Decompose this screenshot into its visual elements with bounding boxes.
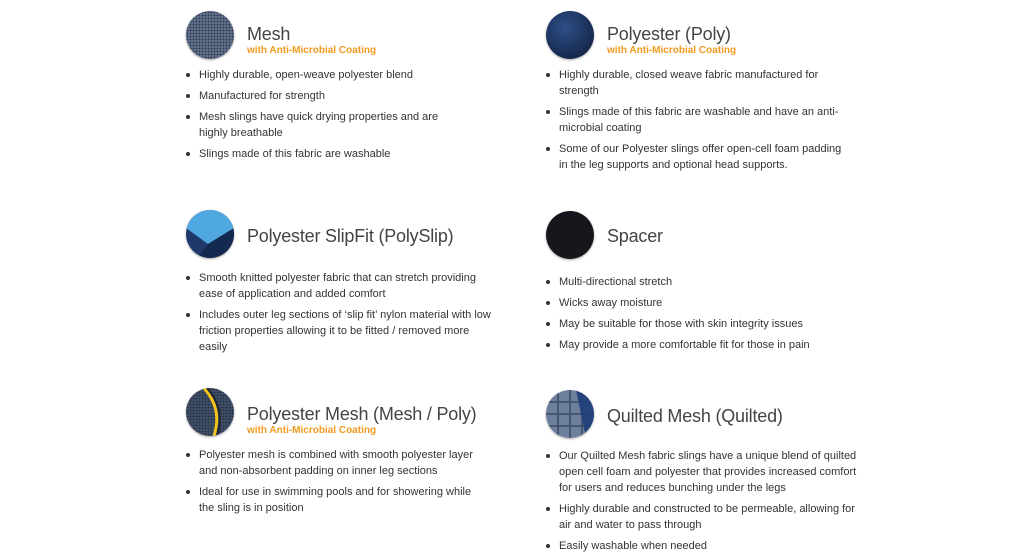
mesh-swatch-icon — [186, 11, 234, 59]
fabric-title: Polyester Mesh (Mesh / Poly) — [247, 404, 477, 424]
list-item: Slings made of this fabric are washable — [186, 146, 461, 162]
fabric-title: Polyester (Poly) — [607, 24, 731, 44]
fabric-subtitle: with Anti-Microbial Coating — [247, 425, 377, 436]
list-item: May be suitable for those with skin integrity issues — [546, 316, 856, 332]
list-item: Highly durable and constructed to be permeable, allowing for air and water to pass through — [546, 501, 866, 533]
list-item: Smooth knitted polyester fabric that can stretch providing ease of application and added comfort — [186, 270, 496, 302]
fabric-title: Quilted Mesh (Quilted) — [607, 406, 783, 426]
bullet-list — [546, 67, 846, 178]
list-item: Easily washable when needed — [546, 538, 866, 554]
bullet-list — [546, 274, 856, 358]
list-item: Some of our Polyester slings offer open-cell foam padding in the leg supports and optional head supports. — [546, 141, 846, 173]
list-item: Slings made of this fabric are washable and have an anti-microbial coating — [546, 104, 846, 136]
bullet-list — [186, 270, 496, 360]
list-item: Ideal for use in swimming pools and for showering while the sling is in position — [186, 484, 486, 516]
quilted-mesh-swatch-icon — [546, 390, 594, 438]
list-item: Our Quilted Mesh fabric slings have a unique blend of quilted open cell foam and polyester that provides increased comfort for users and reduces bunching under the legs — [546, 448, 866, 496]
fabric-subtitle: with Anti-Microbial Coating — [247, 45, 377, 56]
bullet-list — [546, 448, 866, 559]
fabric-subtitle: with Anti-Microbial Coating — [607, 45, 737, 56]
bullet-list — [186, 447, 486, 521]
fabric-title: Polyester SlipFit (PolySlip) — [247, 226, 454, 246]
bullet-list — [186, 67, 461, 167]
list-item: Highly durable, open-weave polyester blend — [186, 67, 461, 83]
list-item: Highly durable, closed weave fabric manufactured for strength — [546, 67, 846, 99]
fabric-title: Spacer — [607, 226, 663, 246]
list-item: Manufactured for strength — [186, 88, 461, 104]
polyester-swatch-icon — [546, 11, 594, 59]
list-item: Multi-directional stretch — [546, 274, 856, 290]
list-item: Mesh slings have quick drying properties and are highly breathable — [186, 109, 461, 141]
fabric-title: Mesh — [247, 24, 291, 44]
list-item: Wicks away moisture — [546, 295, 856, 311]
list-item: Includes outer leg sections of ‘slip fit’ nylon material with low friction properties allowing it to be fitted / removed more easily — [186, 307, 496, 355]
polyslip-swatch-icon — [186, 210, 234, 258]
spacer-swatch-icon — [546, 211, 594, 259]
list-item: Polyester mesh is combined with smooth polyester layer and non-absorbent padding on inner leg sections — [186, 447, 486, 479]
list-item: May provide a more comfortable fit for those in pain — [546, 337, 856, 353]
polyester-mesh-swatch-icon — [186, 388, 234, 436]
